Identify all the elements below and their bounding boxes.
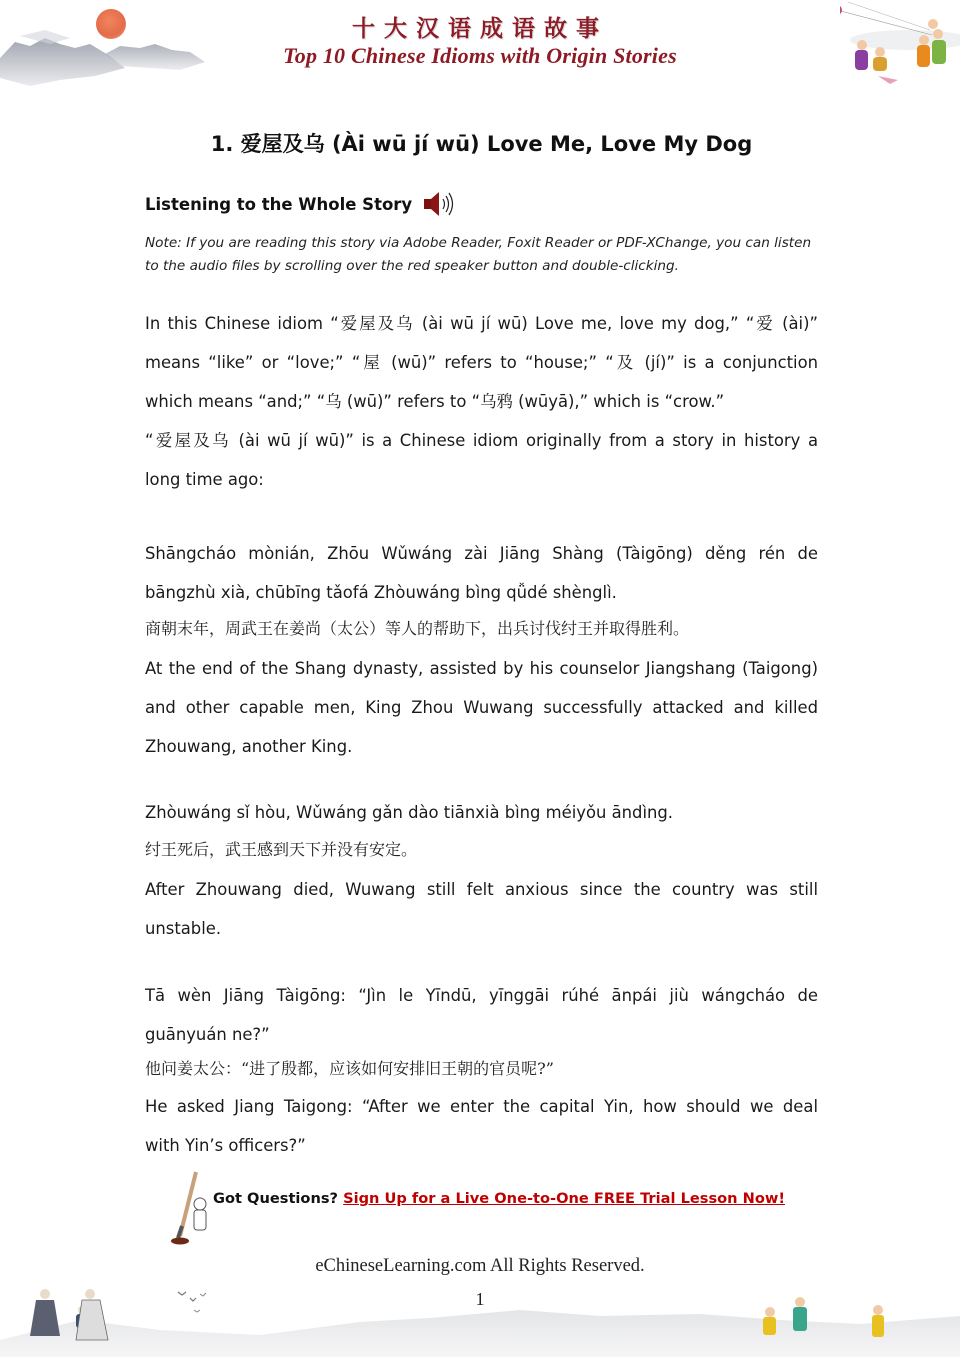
header-title-english: Top 10 Chinese Idioms with Origin Stories <box>283 43 677 68</box>
english-line: and other capable men, King Zhou Wuwang successfully attacked and killed <box>145 698 818 717</box>
story-section-1-english <box>145 649 818 766</box>
intro-line: means “like” or “love;” “屋 (wū)” refers to “house;” “及 (jí)” is a conjunction <box>145 353 818 372</box>
story-section-1 <box>145 534 818 612</box>
pinyin-line: Zhòuwáng sǐ hòu, Wǔwáng gǎn dào tiānxià bìng méiyǒu āndìng. <box>145 803 673 822</box>
english-line: He asked Jiang Taigong: “After we enter the capital Yin, how should we deal <box>145 1097 818 1116</box>
intro-paragraph <box>145 304 818 499</box>
copyright-notice: eChineseLearning.com All Rights Reserved. <box>315 1256 645 1276</box>
intro-line: which means “and;” “乌 (wū)” refers to “乌鸦 (wūyā),” which is “crow.” <box>145 392 725 411</box>
listen-heading: Listening to the Whole Story <box>145 194 413 214</box>
story-title: 1. 爱屋及乌 (Ài wū jí wū) Love Me, Love My Dog <box>210 132 753 156</box>
story-section-1-chinese <box>145 617 818 641</box>
story-section-3 <box>145 976 818 1054</box>
brush-scholar-illustration <box>160 1168 215 1246</box>
english-line: After Zhouwang died, Wuwang still felt anxious since the country was still <box>145 880 818 899</box>
story-section-2-chinese <box>145 838 818 862</box>
cta-question: Got Questions? <box>213 1190 338 1207</box>
english-line: At the end of the Shang dynasty, assisted by his counselor Jiangshang (Taigong) <box>145 659 818 678</box>
listen-section <box>145 190 456 218</box>
chinese-line: 纣王死后，武王感到天下并没有安定。 <box>145 840 418 859</box>
pinyin-line: bāngzhù xià, chūbīng tǎofá Zhòuwáng bìng qǚdé shènglì. <box>145 583 617 602</box>
page-footer <box>0 1240 960 1357</box>
intro-line: long time ago: <box>145 470 264 489</box>
intro-line: In this Chinese idiom “爱屋及乌 (ài wū jí wū) Love me, love my dog,” “爱 (ài)” <box>145 314 818 333</box>
free-trial-signup-link[interactable]: Sign Up for a Live One-to-One FREE Trial Lesson Now! <box>343 1190 786 1207</box>
intro-line: “爱屋及乌 (ài wū jí wū)” is a Chinese idiom originally from a story in history a <box>145 431 818 450</box>
pinyin-line: guānyuán ne?” <box>145 1025 270 1044</box>
english-line: with Yin’s officers?” <box>145 1136 306 1155</box>
pinyin-line: Tā wèn Jiāng Tàigōng: “Jìn le Yīndū, yīnggāi rúhé ānpái jiù wángcháo de <box>145 986 818 1005</box>
kite-flying-children-illustration <box>840 0 960 100</box>
english-line: Zhouwang, another King. <box>145 737 353 756</box>
story-section-3-chinese <box>145 1057 818 1081</box>
page-number: 1 <box>475 1289 485 1309</box>
story-section-2 <box>145 793 818 832</box>
chinese-line: 商朝末年，周武王在姜尚（太公）等人的帮助下，出兵讨伐纣王并取得胜利。 <box>145 619 690 638</box>
cta-text <box>213 1190 785 1207</box>
pinyin-line: Shāngcháo mònián, Zhōu Wǔwáng zài Jiāng Shàng (Tàigōng) děng rén de <box>145 544 818 563</box>
audio-note: Note: If you are reading this story via Adobe Reader, Foxit Reader or PDF-XChange, you can listen to the audio files by scrolling over the red speaker button and double-clicking. <box>145 235 812 274</box>
call-to-action <box>160 1168 800 1248</box>
page-header <box>0 0 960 100</box>
speaker-icon[interactable] <box>422 190 456 218</box>
header-title-chinese: 十大汉语成语故事 <box>352 15 608 42</box>
chinese-line: 他问姜太公：“进了殷都，应该如何安排旧王朝的官员呢?” <box>145 1059 554 1078</box>
story-section-3-english <box>145 1087 818 1165</box>
story-section-2-english <box>145 870 818 948</box>
english-line: unstable. <box>145 919 222 938</box>
